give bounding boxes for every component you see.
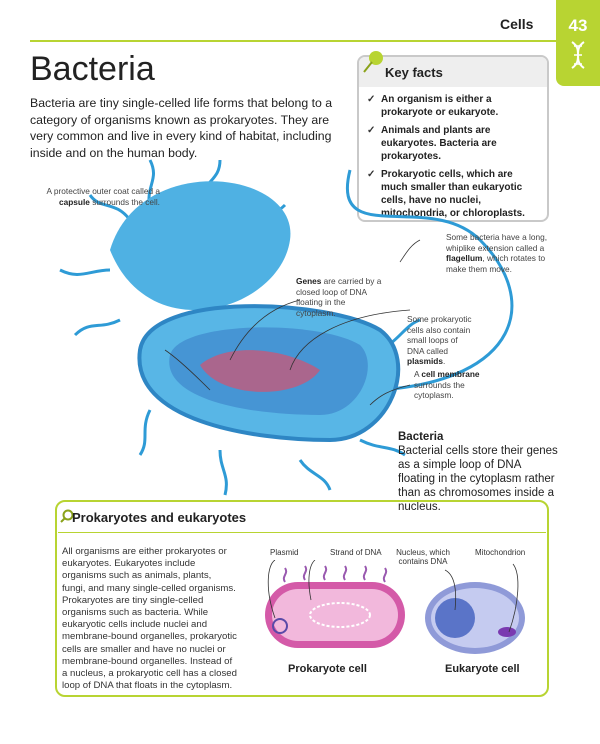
check-icon: ✓ (367, 125, 376, 136)
header-rule (30, 40, 556, 42)
membrane-annotation: A cell membrane surrounds the cytoplasm. (414, 369, 480, 400)
eukaryote-diagram (425, 582, 525, 654)
dna-icon (568, 40, 588, 70)
panel-title: Prokaryotes and eukaryotes (72, 510, 247, 525)
eukaryote-caption: Eukaryote cell (445, 663, 520, 675)
panel-text: All organisms are either prokaryotes or eukaryotes. Eukaryotes include organisms such as animals, plants, fungi, and many single-celled organisms. Prokaryotes are tiny single-celled organisms such as bacteria. While eukaryotic cells include nuclei and membrane-bound organelles, prokaryotic cells are smaller and have no nuclei or membrane-bound organelles. Instead of a nucleus, a prokaryotic cell has a closed loop of DNA that floats in the cytoplasm. (62, 546, 237, 692)
key-facts-heading: Key facts (359, 57, 547, 87)
flagellum-annotation: Some bacteria have a long, whiplike extension called a flagellum, which rotates to make them move. (446, 232, 548, 274)
dna-strand-label: Strand of DNA (330, 548, 382, 557)
key-fact: ✓ Animals and plants are eukaryotes. Bacteria are prokaryotes. (367, 125, 497, 162)
key-fact: ✓ Prokaryotic cells, which are much smaller than eukaryotic cells, have no nuclei, mitochondria, or chloroplasts. (367, 169, 525, 219)
page-title: Bacteria (30, 50, 155, 88)
plasmid-label: Plasmid (270, 548, 299, 557)
key-fact: ✓ An organism is either a prokaryote or eukaryote. (367, 94, 499, 118)
panel-divider (58, 532, 546, 533)
mitochondrion-label: Mitochondrion (475, 548, 526, 557)
plasmids-annotation: Some prokaryotic cells also contain small loops of DNA called plasmids. (407, 314, 472, 366)
check-icon: ✓ (367, 169, 376, 180)
check-icon: ✓ (367, 94, 376, 105)
prokaryote-diagram (265, 566, 405, 648)
cell-diagrams (245, 560, 555, 655)
intro-paragraph: Bacteria are tiny single-celled life forms that belong to a category of organisms known as prokaryotes. They are very common and live in every kind of habitat, including inside and on the human body. (30, 96, 333, 160)
page-tab (556, 0, 600, 86)
nucleus-label: Nucleus, which contains DNA (396, 548, 450, 566)
pin-icon (360, 48, 386, 76)
prokaryote-caption: Prokaryote cell (288, 663, 367, 675)
section-title: Cells (500, 16, 534, 32)
figure-caption: Bacteria Bacterial cells store their genes as a simple loop of DNA floating in the cytoplasm rather than as chromosomes inside a nucleus. (398, 431, 558, 513)
genes-annotation: Genes are carried by a closed loop of DNA floating in the cytoplasm. (296, 276, 382, 318)
capsule-annotation: A protective outer coat called a capsule surrounds the cell. (46, 186, 160, 207)
page-number: 43 (568, 16, 588, 35)
